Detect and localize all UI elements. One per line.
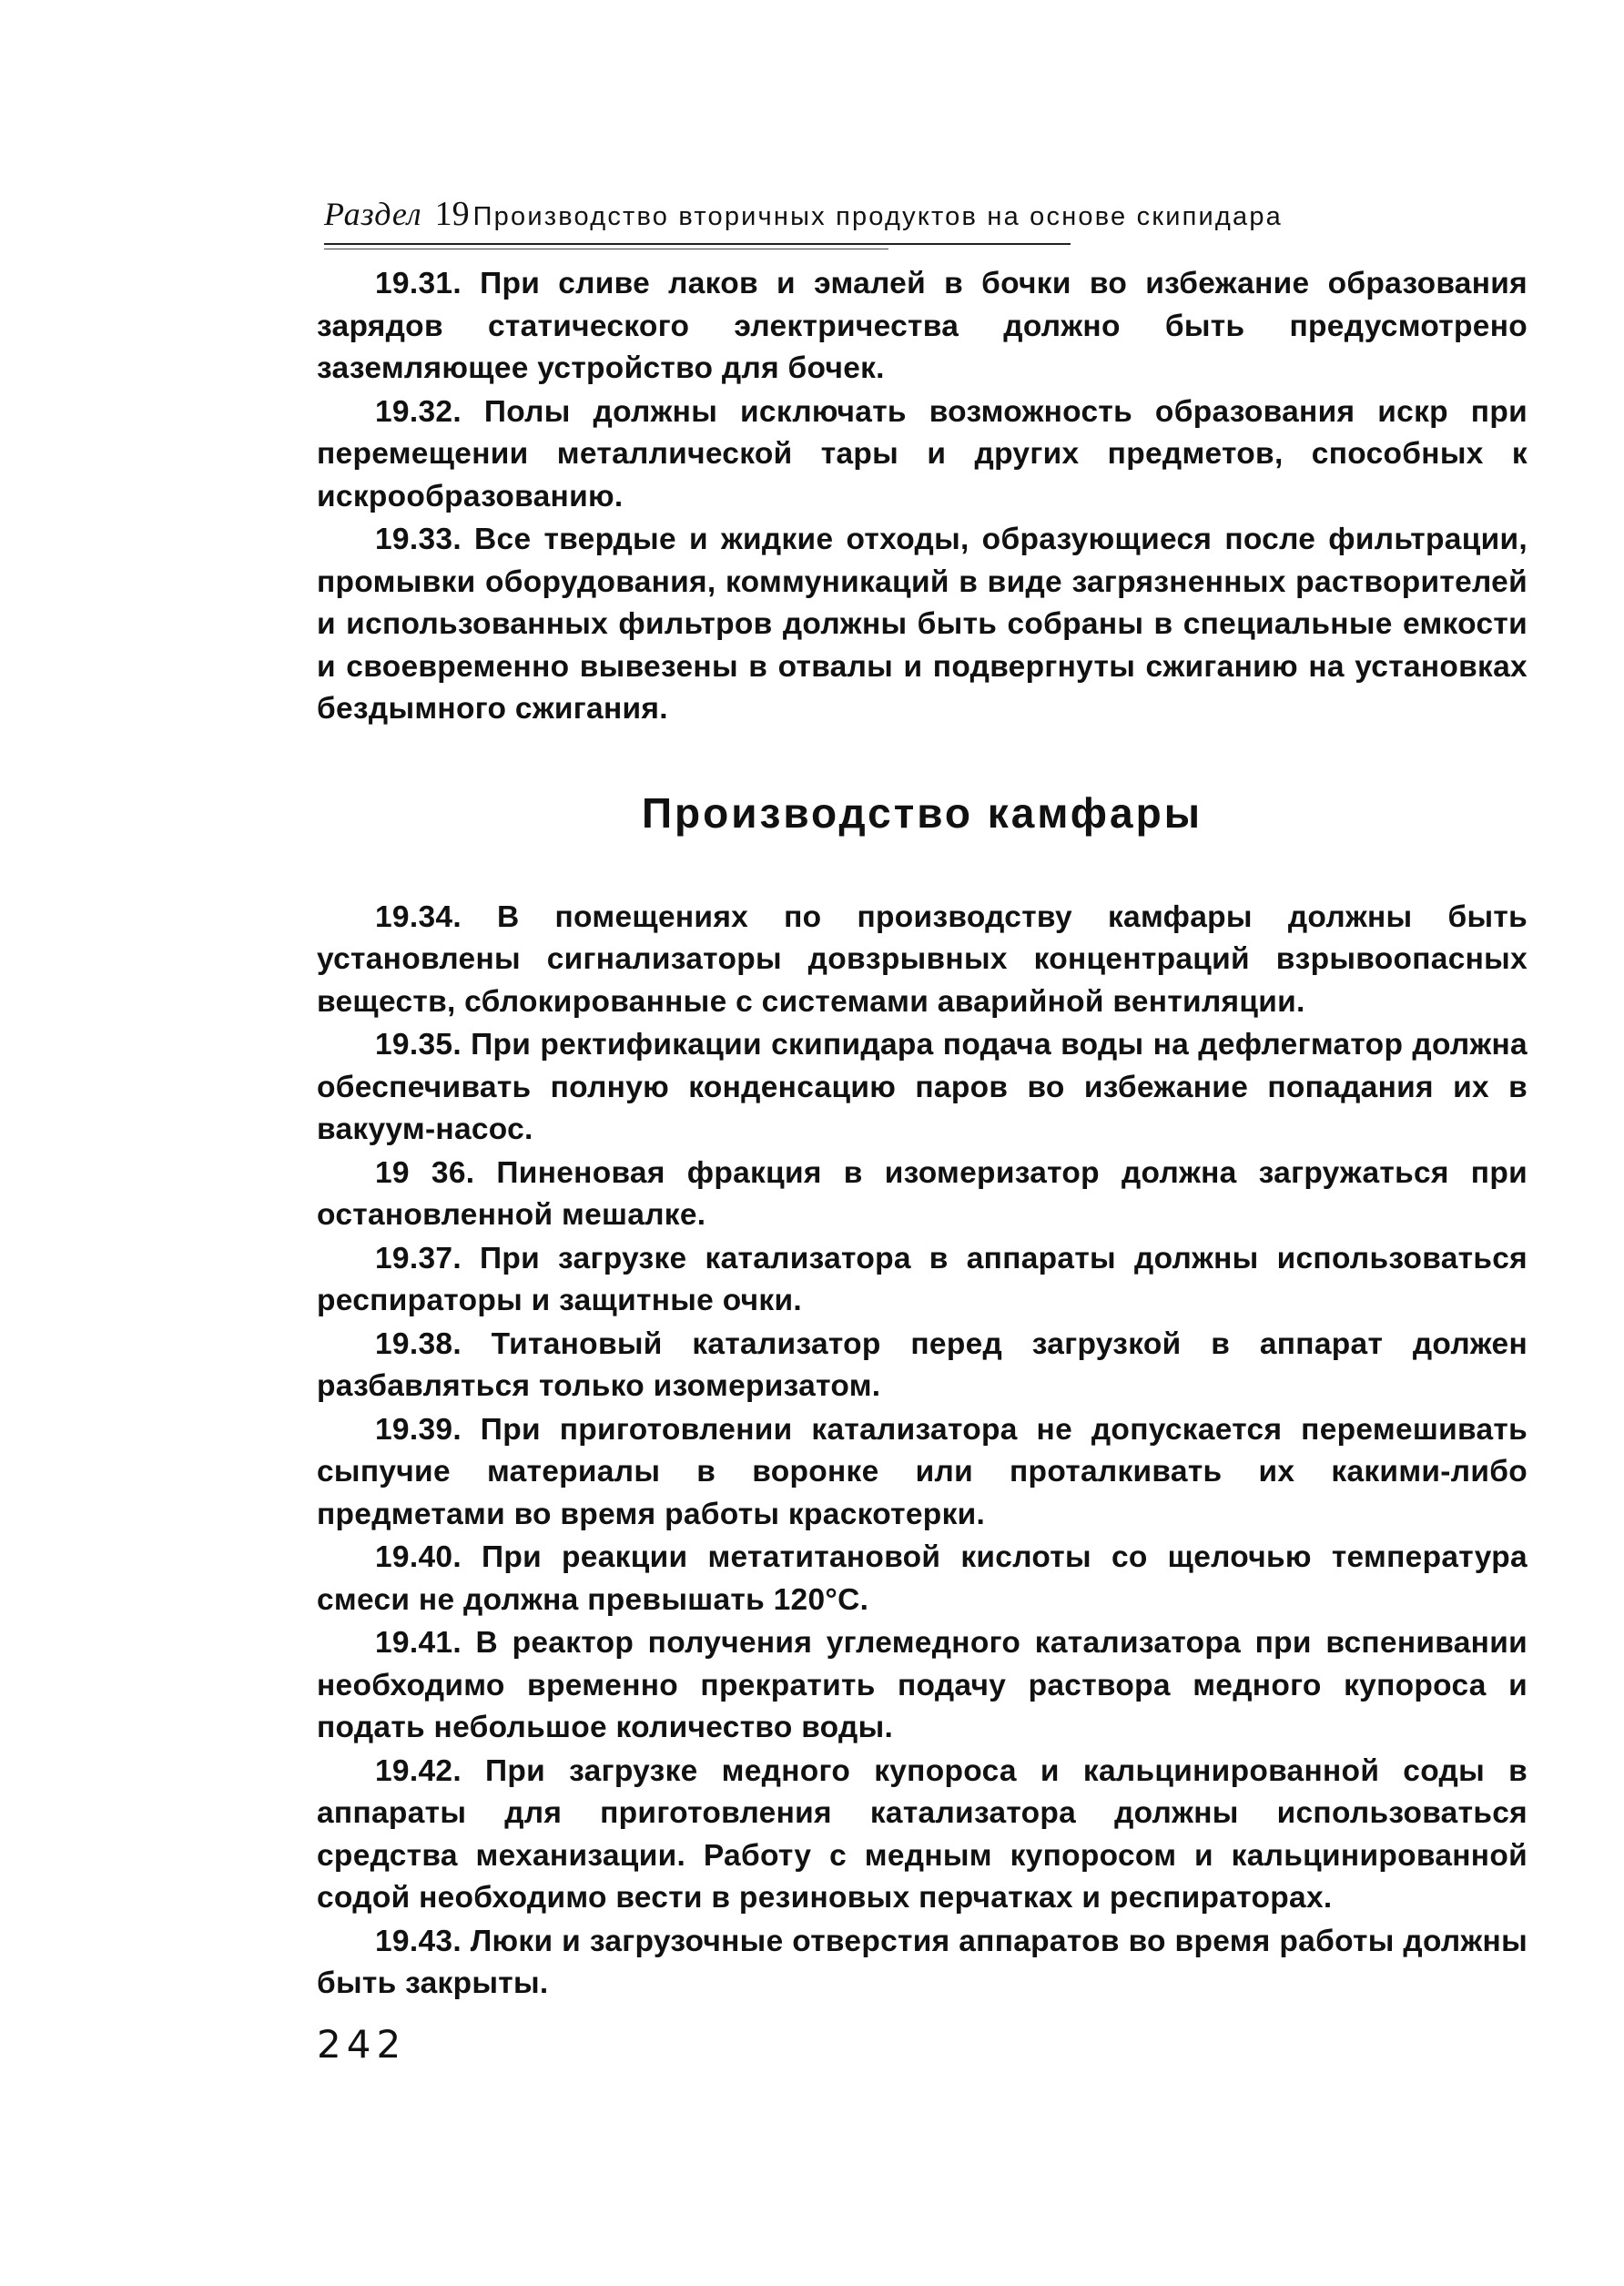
paragraph-19-42: 19.42. При загрузке медного купороса и кальцинированной соды в аппараты для приготовления катализатора должны использоваться средства механизации. Работу с медным купоросом и кальцинированной содой необходимо вести в резиновых перчатках и респираторах. bbox=[317, 1753, 1528, 1915]
paragraph-19-31: 19.31. При сливе лаков и эмалей в бочки во избежание образования зарядов статического электричества должно быть предусмотрено заземляющее устройство для бочек. bbox=[317, 267, 1528, 385]
paragraph-19-35: 19.35. При ректификации скипидара подача воды на дефлегматор должна обеспечивать полную конденсацию паров во избежание попадания их в вакуум-насос. bbox=[317, 1028, 1528, 1146]
paragraph-19-32: 19.32. Полы должны исключать возможность образования искр при перемещении металлической тары и других предметов, способных к искрообразованию. bbox=[317, 394, 1528, 513]
paragraph-19-33: 19.33. Все твердые и жидкие отходы, образующиеся после фильтрации, промывки оборудования, коммуникаций в виде загрязненных растворителей и использованных фильтров должны быть собраны в специальные емкости и своевременно вывезены в отвалы и подвергнуты сжиганию на установках бездымного сжигания. bbox=[317, 523, 1528, 726]
paragraph-19-43: 19.43. Люки и загрузочные отверстия аппаратов во время работы должны быть закрыты. bbox=[317, 1924, 1528, 2000]
page-number: 242 bbox=[317, 2021, 407, 2067]
paragraph-19-40: 19.40. При реакции метатитановой кислоты со щелочью температура смеси не должна превышать 120°С. bbox=[317, 1540, 1528, 1617]
chapter-number: 19 bbox=[434, 195, 470, 233]
paragraph-19-38: 19.38. Титановый катализатор перед загрузкой в аппарат должен разбавляться только изомеризатом. bbox=[317, 1326, 1528, 1403]
paragraph-19-36: 19 36. Пиненовая фракция в изомеризатор должна загружаться при остановленной мешалке. bbox=[317, 1155, 1528, 1232]
paragraph-19-41: 19.41. В реактор получения углемедного катализатора при вспенивании необходимо временно прекратить подачу раствора медного купороса и подать небольшое количество воды. bbox=[317, 1626, 1528, 1744]
running-header bbox=[317, 187, 1528, 241]
paragraph-19-34: 19.34. В помещениях по производству камфары должны быть установлены сигнализаторы довзрывных концентраций взрывоопасных веществ, сблокированные с системами аварийной вентиляции. bbox=[317, 899, 1528, 1019]
paragraph-19-37: 19.37. При загрузке катализатора в аппараты должны использоваться респираторы и защитные очки. bbox=[317, 1241, 1528, 1317]
header-rule bbox=[324, 243, 1071, 245]
paragraph-19-39: 19.39. При приготовлении катализатора не допускается перемешивать сыпучие материалы в воронке или проталкивать их какими-либо предметами во время работы краскотерки. bbox=[317, 1412, 1528, 1531]
paragraph-block-2 bbox=[317, 897, 1528, 2006]
chapter-title: Производство вторичных продуктов на основе скипидара bbox=[472, 202, 1284, 231]
section-heading: Производство камфары bbox=[641, 788, 1203, 837]
section-label: Раздел bbox=[324, 196, 422, 232]
paragraph-block-1 bbox=[317, 263, 1528, 731]
document-page bbox=[317, 187, 1528, 2067]
